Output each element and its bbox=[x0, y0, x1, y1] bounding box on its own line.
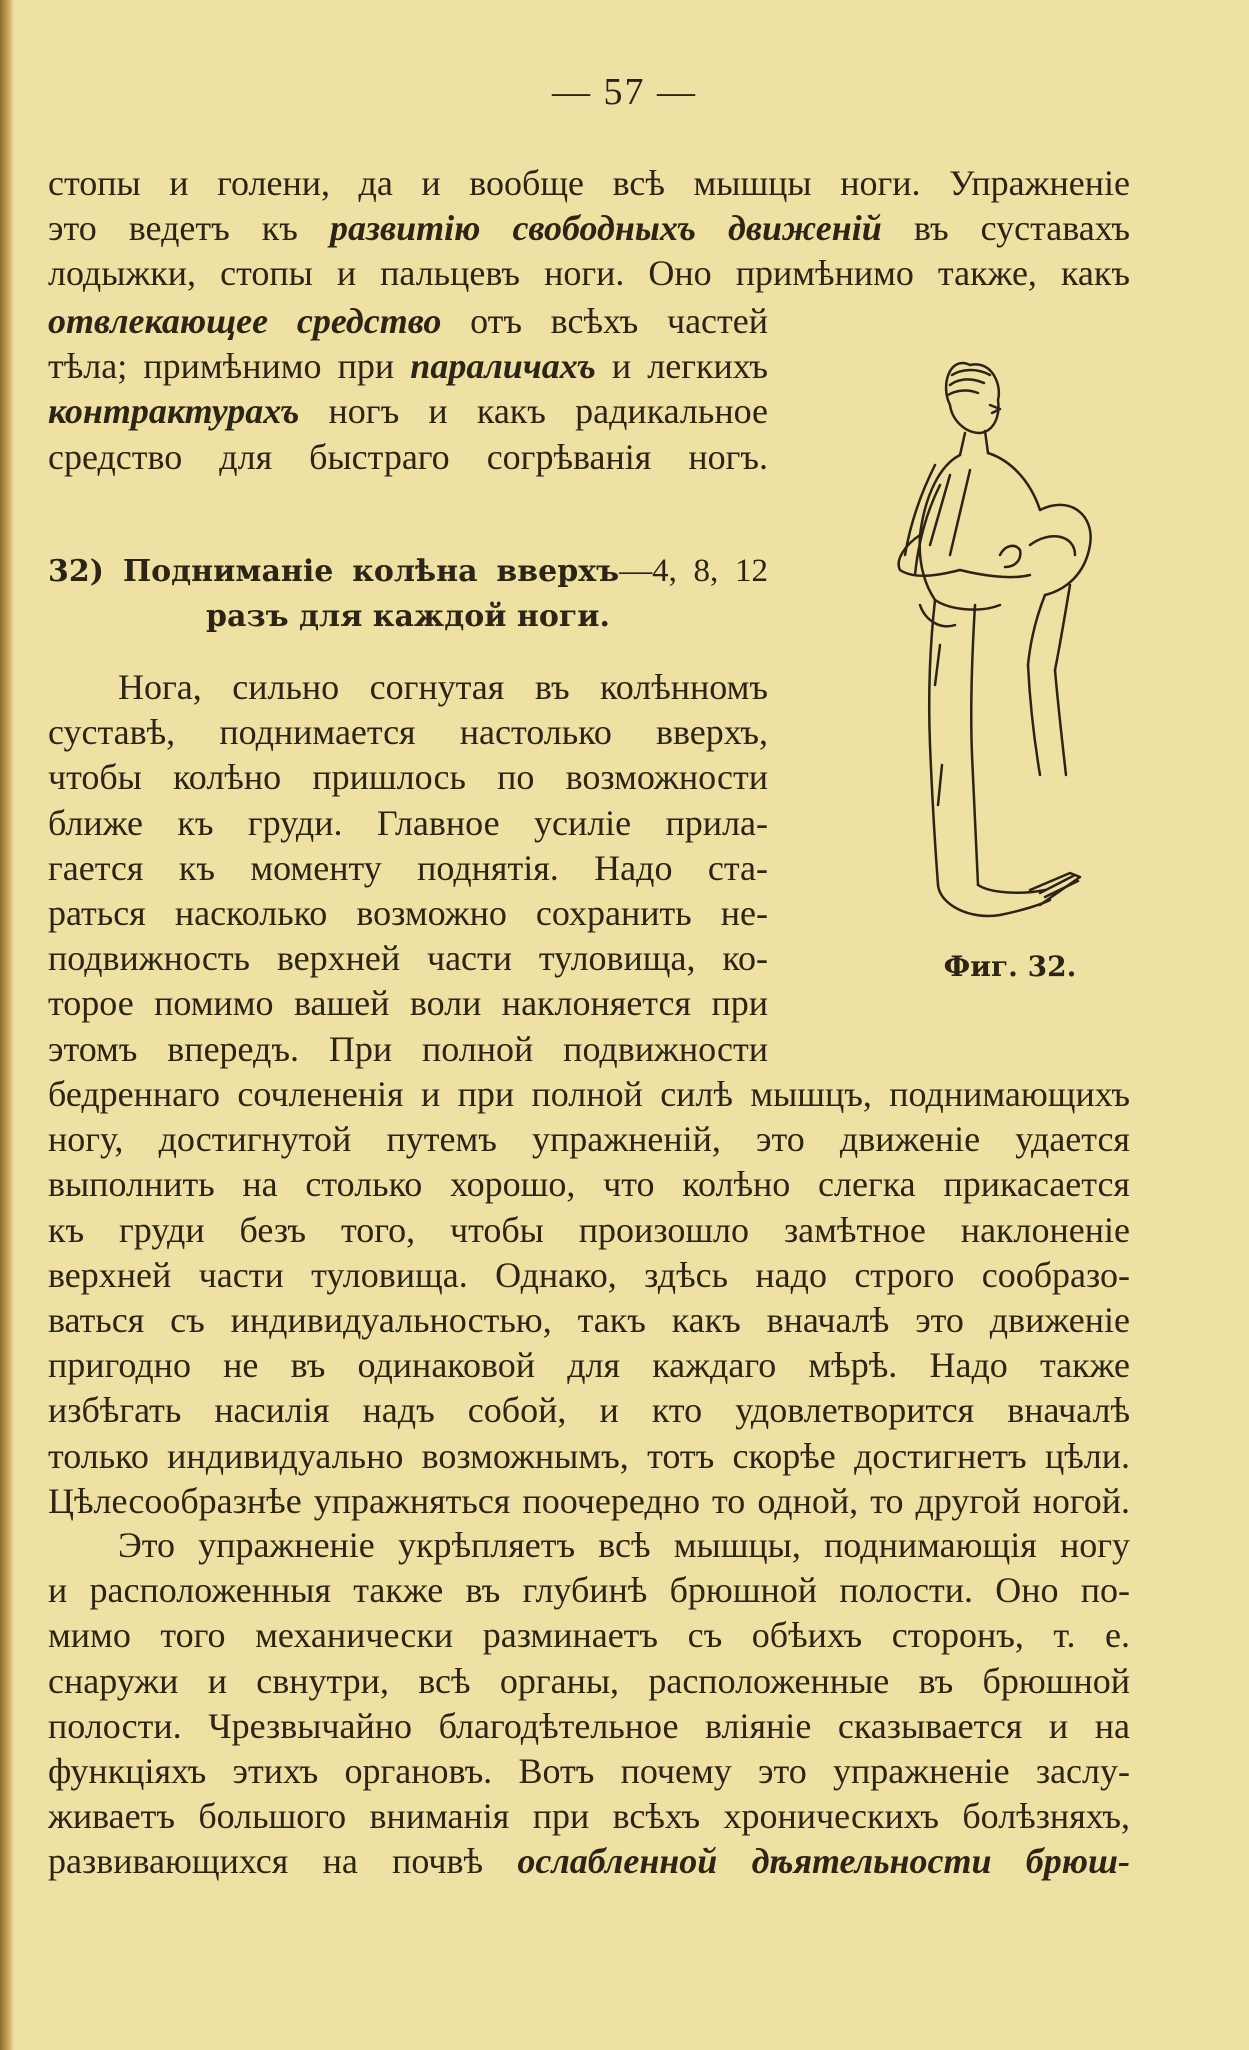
text-line: къ груди безъ того, чтобы произошло замѣтное наклоненіе bbox=[48, 1209, 1130, 1250]
text-run: ногъ и какъ радикальное bbox=[299, 391, 768, 432]
text-line: верхней части туловища. Однако, здѣсь надо строго сообразо- bbox=[48, 1254, 1130, 1295]
text-line bbox=[48, 343, 768, 389]
text-line: торое помимо вашей воли наклоняется при bbox=[48, 983, 768, 1024]
text-run: и легкихъ bbox=[595, 346, 768, 387]
text-run: живаетъ большого вниманія при всѣхъ хроническихъ болѣзняхъ, bbox=[48, 1796, 1130, 1837]
text-run: снаружи и свнутри, всѣ органы, расположенные въ брюшной bbox=[48, 1660, 1130, 1701]
text-line bbox=[48, 1612, 1130, 1658]
text-line bbox=[48, 1567, 1130, 1613]
text-line: выполнить на столько хорошо, что колѣно слегка прикасается bbox=[48, 1164, 1130, 1205]
section-heading bbox=[48, 548, 768, 594]
text-line: бедреннаго сочлененія и при полной силѣ мышцъ, поднимающихъ bbox=[48, 1074, 1130, 1114]
text-line bbox=[48, 434, 768, 480]
text-line bbox=[48, 298, 768, 344]
italic-phrase: параличахъ bbox=[410, 346, 596, 387]
text-run: это ведетъ къ bbox=[48, 208, 330, 249]
italic-phrase: отвлекающее средство bbox=[48, 301, 442, 341]
text-line: только индивидуально возможнымъ, тотъ скорѣе достигнетъ цѣли. bbox=[48, 1435, 1130, 1476]
text-line: подвижность верхней части туловища, ко- bbox=[48, 938, 768, 979]
page-number: — 57 — bbox=[552, 71, 697, 113]
text-line: чтобы колѣно пришлось по возможности bbox=[48, 757, 768, 798]
text-run: полости. Чрезвычайно благодѣтельное вліяніе сказывается и на bbox=[48, 1705, 1130, 1746]
figure-caption: Фиг. 32. bbox=[943, 950, 1077, 983]
text-run: и расположенныя также въ глубинѣ брюшной полости. Оно по- bbox=[48, 1570, 1130, 1611]
text-line: суставѣ, поднимается настолько вверхъ, bbox=[48, 712, 768, 753]
text-line: ближе къ груди. Главное усиліе прила- bbox=[48, 802, 768, 843]
text-line bbox=[48, 160, 1130, 206]
text-line bbox=[48, 1522, 1130, 1568]
text-line: гается къ моменту поднятія. Надо ста- bbox=[48, 847, 768, 888]
section-heading-title: 32) Подниманіе колѣна вверхъ bbox=[48, 554, 620, 589]
figure-knee-raise-illustration bbox=[880, 345, 1100, 945]
italic-phrase: ослабленной дѣятельности брюш- bbox=[517, 1841, 1130, 1882]
section-heading-counts: —4, 8, 12 bbox=[619, 553, 768, 589]
text-line: избѣгать насилія надъ собой, и кто удовлетворится вначалѣ bbox=[48, 1390, 1130, 1431]
text-line bbox=[48, 1703, 1130, 1749]
text-line bbox=[48, 1658, 1130, 1704]
text-run: функціяхъ этихъ органовъ. Вотъ почему это упражненіе заслу- bbox=[48, 1751, 1130, 1791]
section-heading-line2: разъ для каждой ноги. bbox=[206, 599, 610, 634]
text-run: развивающихся на почвѣ bbox=[48, 1841, 518, 1882]
text-run: лодыжки, стопы и пальцевъ ноги. Оно примѣнимо также, какъ bbox=[48, 253, 1130, 294]
text-run: средство для быстраго согрѣванія ногъ. bbox=[48, 436, 768, 477]
text-run: тѣла; примѣнимо при bbox=[48, 346, 411, 387]
text-run: стопы и голени, да и вообще всѣ мышцы ноги. Упражненіе bbox=[48, 163, 1130, 203]
text-line: раться насколько возможно сохранить не- bbox=[48, 893, 768, 933]
text-line: Цѣлесообразнѣе упражняться поочередно то одной, то другой ногой. bbox=[48, 1480, 1130, 1521]
text-line bbox=[48, 205, 1130, 251]
text-run: въ суставахъ bbox=[881, 208, 1131, 249]
text-line: пригодно не въ одинаковой для каждаго мѣрѣ. Надо также bbox=[48, 1345, 1130, 1386]
text-line: этомъ впередъ. При полной подвижности bbox=[48, 1028, 768, 1069]
text-line: Нога, сильно согнутая въ колѣнномъ bbox=[118, 667, 768, 707]
text-line bbox=[48, 388, 768, 434]
italic-phrase: контрактурахъ bbox=[48, 391, 300, 432]
text-line bbox=[48, 1793, 1130, 1839]
text-run: Это упражненіе укрѣпляетъ всѣ мышцы, поднимающія ногу bbox=[118, 1525, 1130, 1565]
text-line: ваться съ индивидуальностью, такъ какъ вначалѣ это движеніе bbox=[48, 1300, 1130, 1340]
text-line: ногу, достигнутой путемъ упражненій, это движеніе удается bbox=[48, 1119, 1130, 1160]
text-line bbox=[48, 250, 1130, 296]
text-run: отъ всѣхъ частей bbox=[441, 301, 769, 341]
text-line bbox=[48, 1838, 1130, 1884]
italic-phrase: развитію свободныхъ движеній bbox=[329, 208, 882, 249]
text-line bbox=[48, 1748, 1130, 1794]
text-run: мимо того механически разминаетъ съ обѣихъ сторонъ, т. е. bbox=[48, 1615, 1130, 1656]
